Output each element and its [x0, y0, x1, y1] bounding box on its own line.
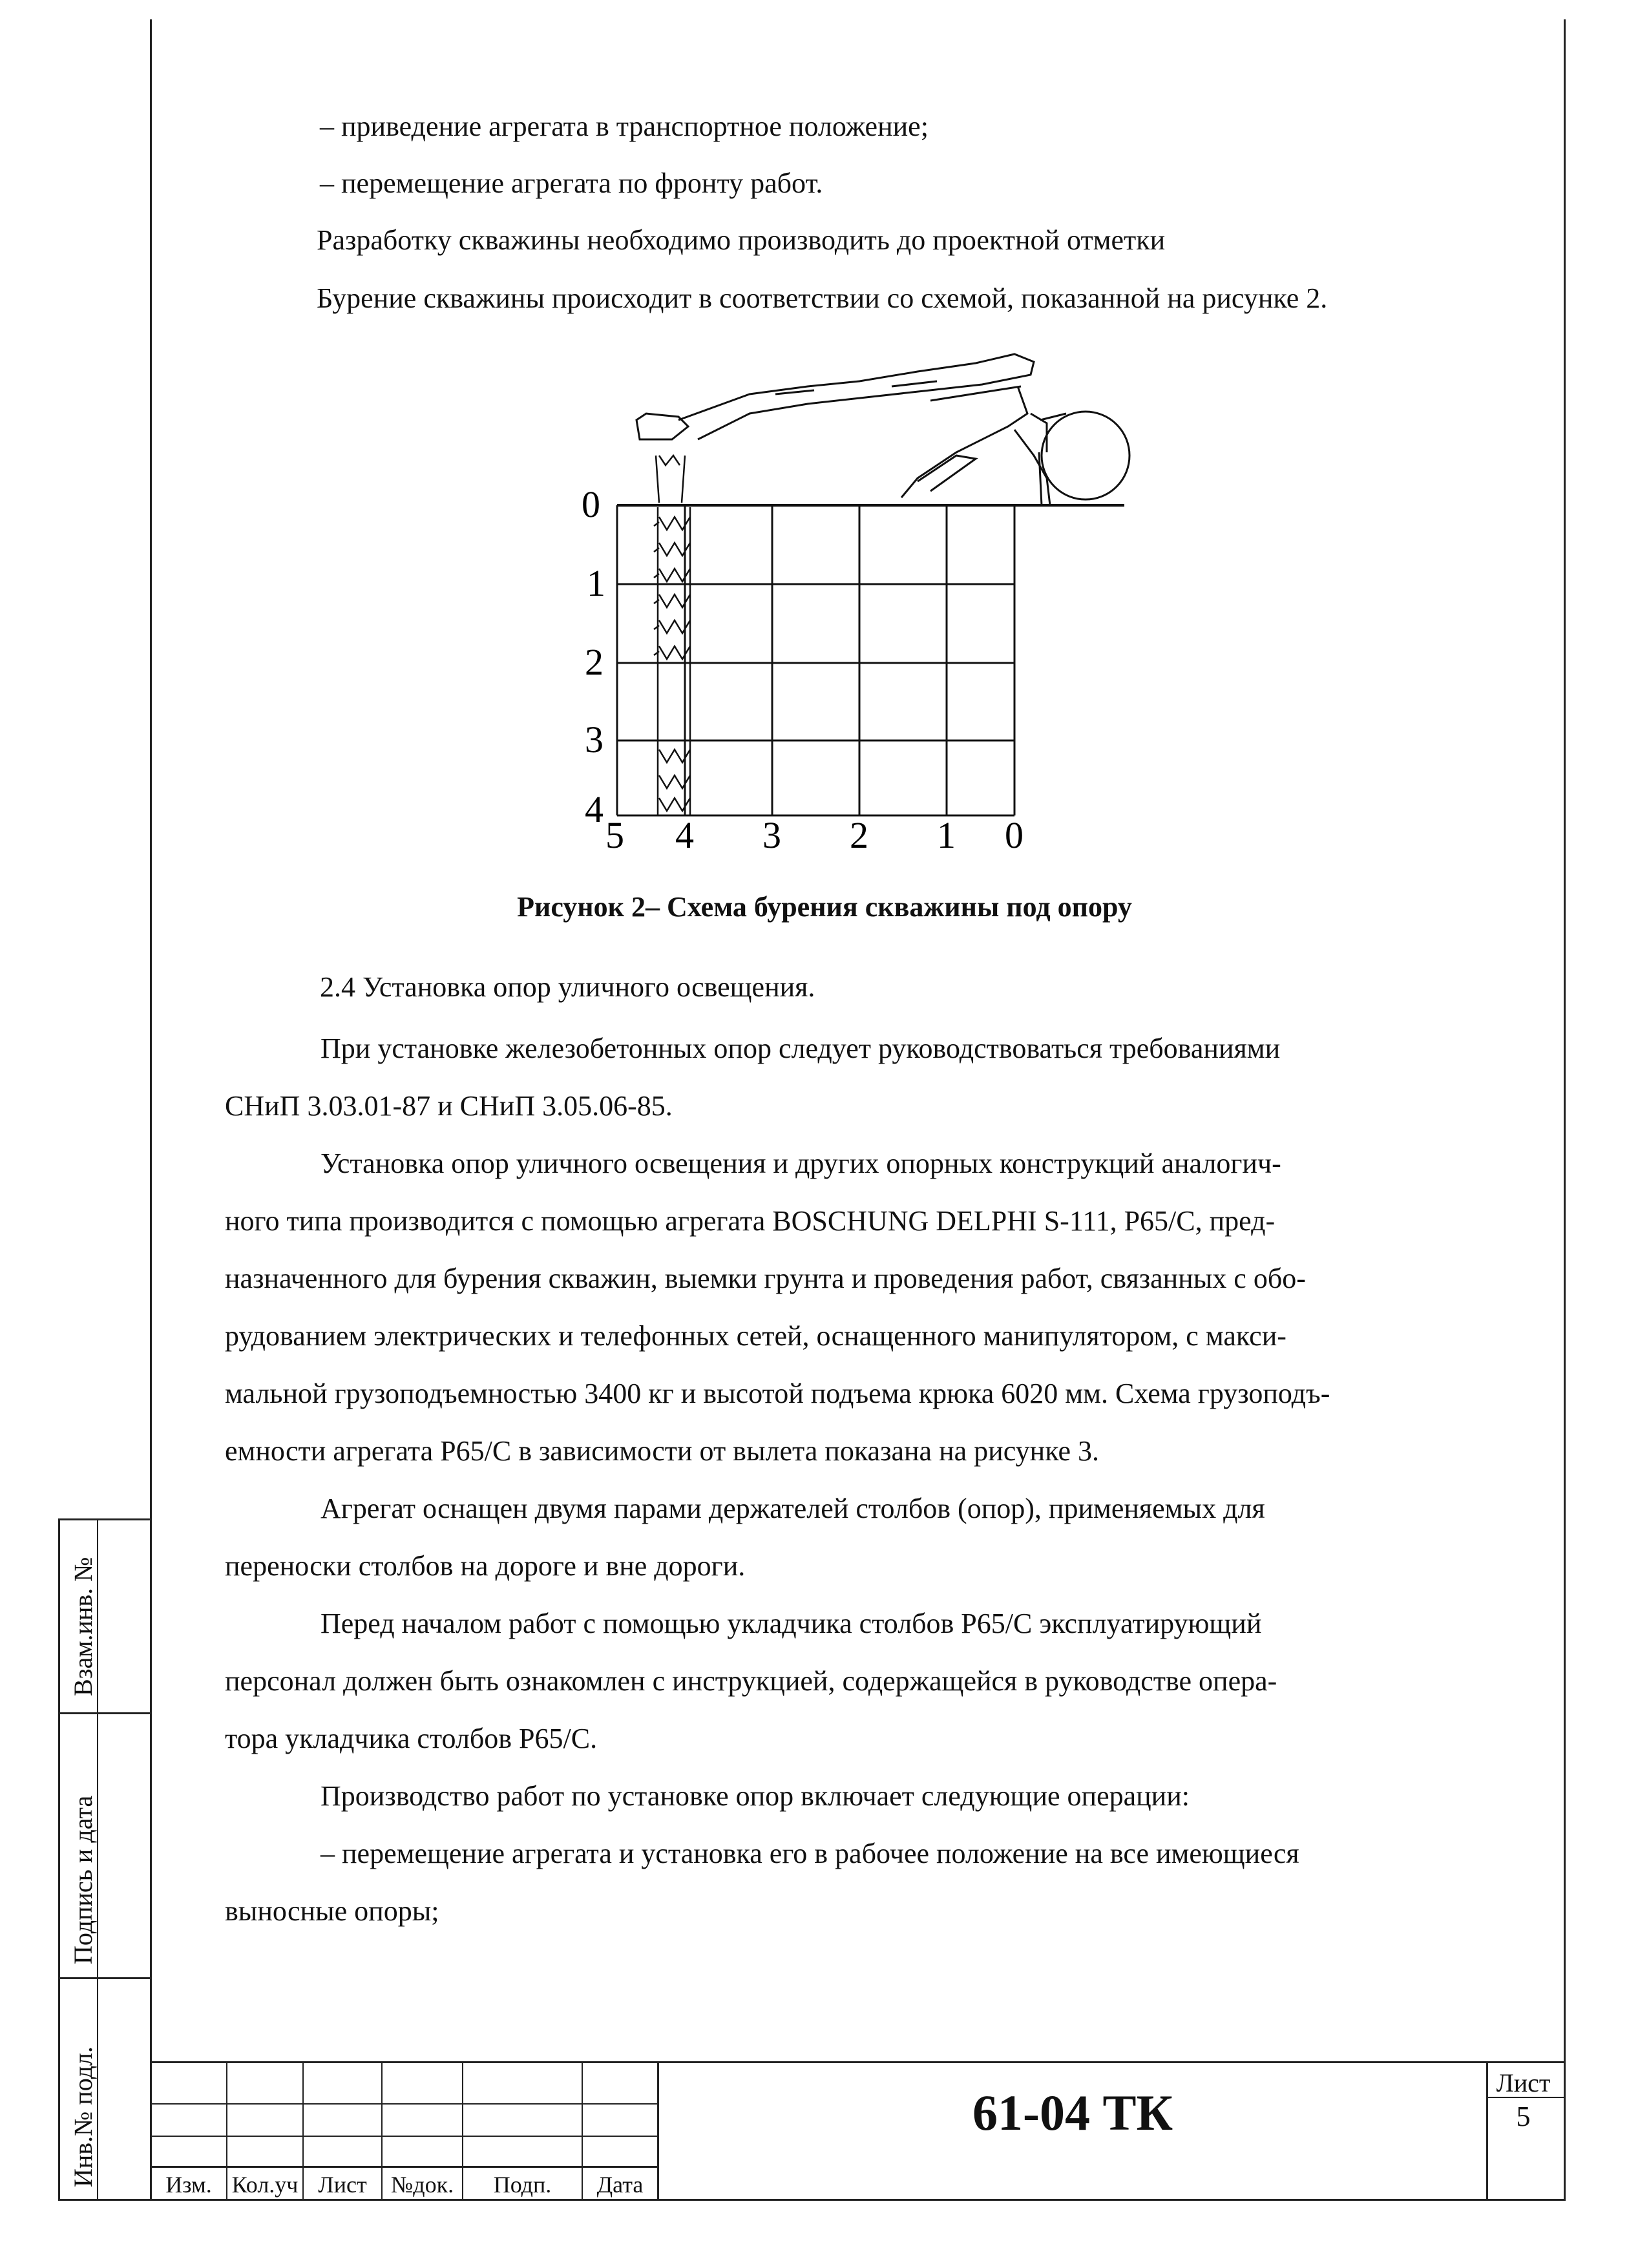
- paragraph-4: [225, 1595, 1495, 1767]
- paragraph-line: При установке железобетонных опор следует руководствоваться требованиями: [320, 1033, 1281, 1064]
- paragraph-6: [225, 1825, 1495, 1940]
- tb-header-kol: Кол.уч: [231, 2172, 299, 2198]
- x-tick-4: 4: [675, 814, 694, 856]
- intro-item-1: – приведение агрегата в транспортное положение;: [320, 110, 929, 142]
- drilling-scheme-figure: [0, 0, 1649, 879]
- paragraph-1: [225, 1020, 1495, 1135]
- tb-header-podp: Подп.: [493, 2172, 552, 2198]
- tb-header-list: Лист: [318, 2172, 367, 2198]
- sheet-number: 5: [1516, 2101, 1531, 2132]
- paragraph-line: Агрегат оснащен двумя парами держателей столбов (опор), применяемых для: [320, 1493, 1265, 1524]
- tb-header-ndok: №док.: [390, 2172, 454, 2198]
- paragraph-3: [225, 1480, 1495, 1595]
- x-tick-5: 5: [605, 814, 624, 856]
- intro-line-2: Бурение скважины происходит в соответствии со схемой, показанной на рисунке 2.: [317, 282, 1328, 314]
- paragraph-5: [225, 1767, 1495, 1825]
- stamp-podpis-data: Подпись и дата: [68, 1795, 98, 1964]
- y-tick-2: 2: [585, 641, 604, 683]
- intro-line-1: Разработку скважины необходимо производить до проектной отметки: [317, 224, 1166, 256]
- paragraph-line: выносные опоры;: [225, 1895, 439, 1927]
- intro-item-2: – перемещение агрегата по фронту работ.: [320, 167, 823, 199]
- figure-caption: Рисунок 2– Схема бурения скважины под опору: [517, 891, 1132, 923]
- sheet-label: Лист: [1496, 2068, 1551, 2097]
- document-code: 61-04 ТК: [972, 2084, 1173, 2141]
- paragraph-2: [225, 1135, 1495, 1480]
- paragraph-line: назначенного для бурения скважин, выемки грунта и проведения работ, связанных с обо-: [225, 1263, 1306, 1294]
- paragraph-line: переноски столбов на дороге и вне дороги.: [225, 1550, 746, 1582]
- paragraph-line: тора укладчика столбов P65/C.: [225, 1723, 598, 1754]
- paragraph-line: СНиП 3.03.01-87 и СНиП 3.05.06-85.: [225, 1090, 673, 1122]
- paragraph-line: персонал должен быть ознакомлен с инструкцией, содержащейся в руководстве опера-: [225, 1665, 1277, 1697]
- y-tick-3: 3: [585, 719, 604, 761]
- paragraph-line: Перед началом работ с помощью укладчика столбов P65/C эксплуатирующий: [320, 1608, 1262, 1639]
- paragraph-line: рудованием электрических и телефонных сетей, оснащенного манипулятором, с макси-: [225, 1320, 1287, 1352]
- drilling-rig-silhouette: [636, 354, 1129, 505]
- y-tick-4: 4: [585, 788, 604, 830]
- paragraph-line: мальной грузоподъемностью 3400 кг и высотой подъема крюка 6020 мм. Схема грузоподъ-: [225, 1378, 1330, 1409]
- x-tick-3: 3: [762, 814, 781, 856]
- x-tick-0: 0: [1005, 814, 1024, 856]
- paragraph-line: емности агрегата P65/C в зависимости от вылета показана на рисунке 3.: [225, 1435, 1099, 1467]
- paragraph-line: Установка опор уличного освещения и других опорных конструкций аналогич-: [320, 1148, 1281, 1179]
- y-tick-1: 1: [587, 562, 605, 604]
- stamp-vzam-inv: Взам.инв. №: [68, 1557, 98, 1696]
- tb-header-data: Дата: [596, 2172, 644, 2198]
- x-tick-1: 1: [937, 814, 956, 856]
- tb-header-izm: Изм.: [165, 2172, 212, 2198]
- section-heading: 2.4 Установка опор уличного освещения.: [320, 971, 815, 1003]
- stamp-inv-podl: Инв.№ подл.: [68, 2046, 98, 2187]
- frame-bottom: [58, 2199, 1566, 2201]
- y-tick-0: 0: [582, 483, 600, 525]
- x-tick-2: 2: [850, 814, 868, 856]
- paragraph-line: Производство работ по установке опор включает следующие операции:: [320, 1780, 1190, 1812]
- paragraph-line: ного типа производится с помощью агрегата BOSCHUNG DELPHI S-111, P65/C, пред-: [225, 1205, 1276, 1237]
- paragraph-line: – перемещение агрегата и установка его в рабочее положение на все имеющиеся: [320, 1838, 1299, 1869]
